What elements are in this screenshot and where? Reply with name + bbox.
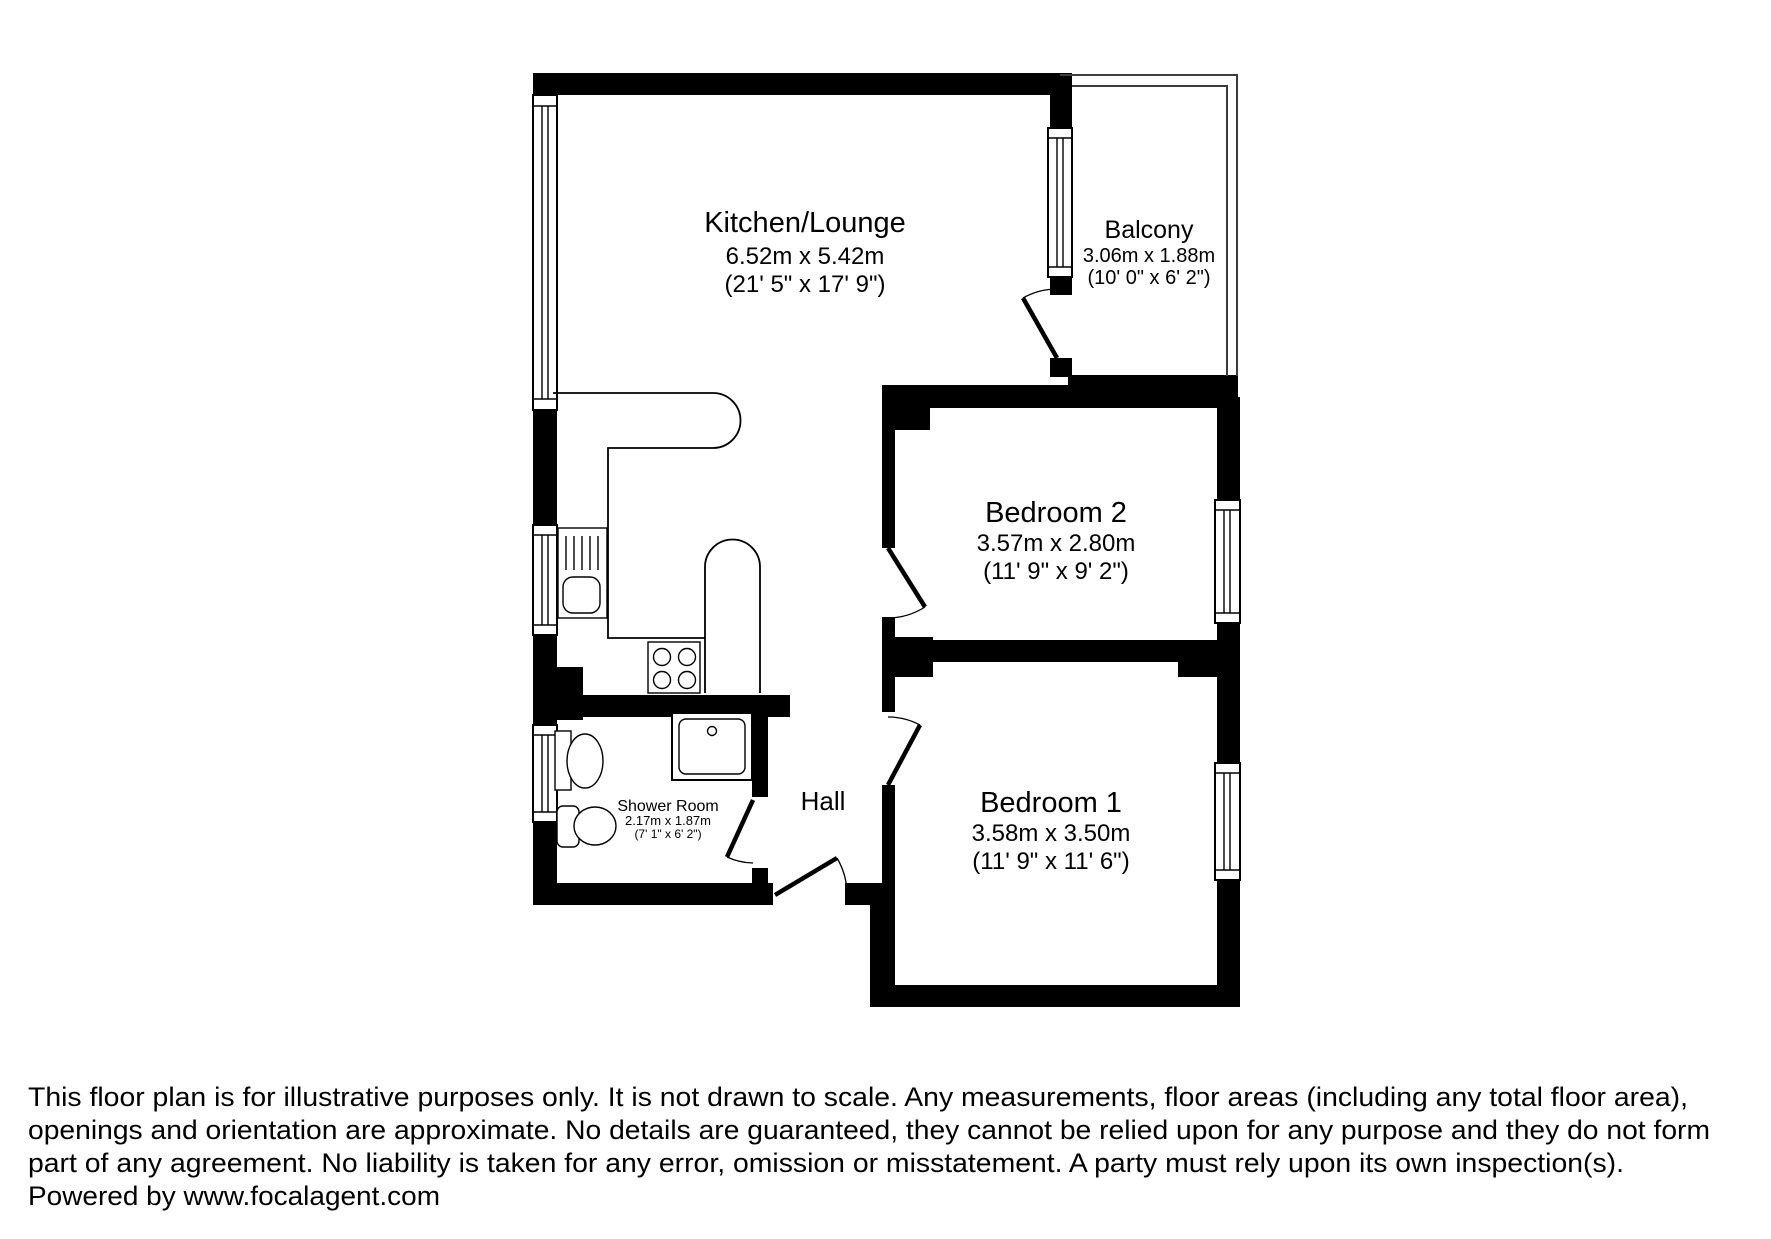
sink-basin	[563, 577, 600, 613]
wall-segment	[1177, 397, 1218, 408]
window-shower-room	[533, 725, 557, 822]
wall-segment	[1217, 880, 1240, 1007]
kitchen-fixtures	[553, 393, 760, 693]
wall-segment	[1050, 277, 1072, 295]
door-bedroom-2	[888, 548, 925, 618]
disclaimer-line: This floor plan is for illustrative purposes only. It is not drawn to scale. Any measurements, floor areas (including any total floor area),	[28, 1082, 1688, 1112]
wall-segment	[533, 410, 557, 525]
room-label-kitchen-lounge: Kitchen/Lounge	[704, 207, 906, 239]
door-entrance	[775, 858, 847, 895]
burner	[654, 672, 671, 689]
shower-drain	[708, 727, 717, 736]
disclaimer	[28, 1082, 1710, 1211]
door-bedroom-1	[888, 717, 920, 785]
kitchen-sink-unit	[558, 528, 607, 618]
room-dims-imperial-balcony: (10' 0" x 6' 2")	[1087, 267, 1211, 289]
stove	[648, 642, 700, 693]
room-dims-imperial-bedroom-2: (11' 9" x 9' 2")	[983, 558, 1129, 585]
wall-segment	[1217, 623, 1240, 763]
room-label-shower-room: Shower Room	[617, 798, 719, 815]
room-label-balcony: Balcony	[1104, 216, 1194, 244]
room-dims-imperial-kitchen-lounge: (21' 5" x 17' 9")	[724, 271, 886, 298]
disclaimer-line: part of any agreement. No liability is taken for any error, omission or misstatement. A party must rely upon its own inspection(s).	[28, 1148, 1624, 1178]
shower-tray	[672, 713, 752, 780]
toilet-2	[557, 806, 616, 847]
disclaimer-line: openings and orientation are approximate. No details are guaranteed, they cannot be relied upon for any purpose and they do not form	[28, 1115, 1711, 1145]
wall-segment	[1178, 640, 1218, 677]
wall-segment	[533, 73, 1072, 95]
room-dims-metric-bedroom-1: 3.58m x 3.50m	[971, 820, 1131, 847]
toilet	[555, 731, 603, 790]
room-dims-metric-balcony: 3.06m x 1.88m	[1082, 245, 1216, 267]
room-dims-imperial-bedroom-1: (11' 9" x 11' 6")	[972, 848, 1130, 875]
wall-segment	[930, 385, 1218, 408]
burner	[654, 649, 671, 666]
window-bedroom-1	[1215, 763, 1240, 880]
wall-segment	[870, 985, 1218, 1007]
wall-segment	[882, 385, 930, 430]
window-kitchen-left-2	[533, 525, 557, 635]
wall-segment	[1050, 358, 1072, 377]
room-label-bedroom-1: Bedroom 1	[980, 787, 1122, 819]
wall-segment	[553, 667, 583, 720]
window-balcony-door	[1048, 128, 1072, 277]
wall-segment	[895, 640, 1218, 662]
burner	[679, 649, 696, 666]
window-kitchen-left	[533, 95, 557, 410]
wall-segment	[752, 700, 768, 797]
room-label-bedroom-2: Bedroom 2	[985, 497, 1127, 529]
room-label-hall: Hall	[800, 786, 846, 816]
wall-segment	[882, 430, 895, 548]
room-dims-imperial-shower-room: (7' 1" x 6' 2")	[634, 827, 702, 841]
room-dims-metric-kitchen-lounge: 6.52m x 5.42m	[725, 243, 885, 270]
wall-segment	[752, 868, 768, 905]
disclaimer-credit: Powered by www.focalagent.com	[28, 1181, 440, 1211]
burner	[679, 672, 696, 689]
wall-segment	[882, 785, 895, 887]
room-dims-metric-bedroom-2: 3.57m x 2.80m	[976, 530, 1136, 557]
window-bedroom-2	[1215, 500, 1240, 623]
room-dims-metric-shower-room: 2.17m x 1.87m	[625, 813, 711, 828]
wall-segment	[533, 883, 773, 905]
kitchen-counter-peninsula	[705, 540, 760, 694]
door-shower-room	[727, 800, 753, 863]
wall-segment	[1050, 95, 1072, 128]
door-balcony	[1023, 289, 1057, 358]
wall-segment	[1217, 397, 1240, 500]
